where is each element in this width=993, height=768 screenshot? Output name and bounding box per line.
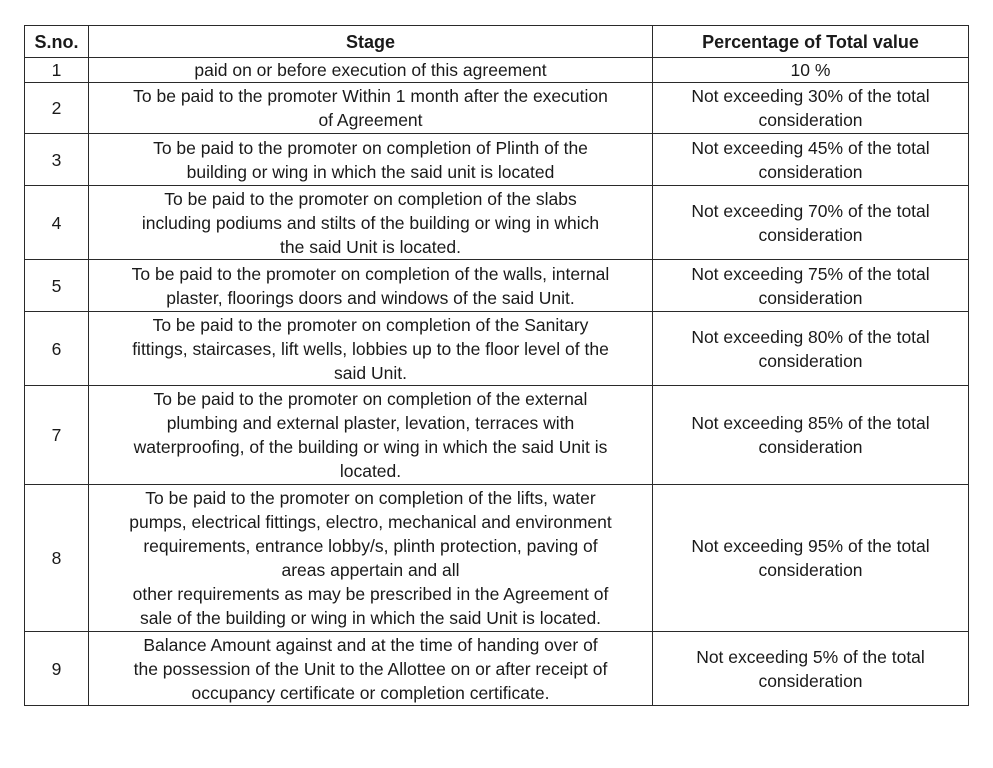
percentage-cell: Not exceeding 45% of the total consideration: [653, 134, 969, 186]
sno-cell: 4: [25, 186, 89, 260]
percentage-cell: Not exceeding 5% of the total consideration: [653, 632, 969, 706]
sno-cell: 1: [25, 58, 89, 83]
stage-cell: To be paid to the promoter Within 1 month after the execution of Agreement: [89, 83, 653, 134]
stage-cell: To be paid to the promoter on completion of the slabs including podiums and stilts of the building or wing in which the said Unit is located.: [89, 186, 653, 260]
stage-cell: To be paid to the promoter on completion of Plinth of the building or wing in which the said unit is located: [89, 134, 653, 186]
stage-cell: To be paid to the promoter on completion of the Sanitary fittings, staircases, lift wells, lobbies up to the floor level of the said Unit.: [89, 312, 653, 386]
table-row: [25, 260, 969, 312]
table-row: [25, 83, 969, 134]
percentage-cell: Not exceeding 30% of the total consideration: [653, 83, 969, 134]
percentage-cell: 10 %: [653, 58, 969, 83]
header-row: [25, 26, 969, 58]
stage-cell: To be paid to the promoter on completion of the walls, internal plaster, floorings doors and windows of the said Unit.: [89, 260, 653, 312]
table-row: [25, 632, 969, 706]
percentage-cell: Not exceeding 75% of the total consideration: [653, 260, 969, 312]
header-percentage: Percentage of Total value: [653, 26, 969, 58]
header-sno: S.no.: [25, 26, 89, 58]
sno-cell: 6: [25, 312, 89, 386]
table-row: [25, 312, 969, 386]
percentage-cell: Not exceeding 85% of the total consideration: [653, 386, 969, 485]
percentage-cell: Not exceeding 95% of the total consideration: [653, 485, 969, 632]
sno-cell: 9: [25, 632, 89, 706]
sno-cell: 2: [25, 83, 89, 134]
table-row: [25, 134, 969, 186]
stage-cell: Balance Amount against and at the time of handing over of the possession of the Unit to the Allottee on or after receipt of occupancy certificate or completion certificate.: [89, 632, 653, 706]
stage-cell: To be paid to the promoter on completion of the external plumbing and external plaster, levation, terraces with waterproofing, of the building or wing in which the said Unit is located.: [89, 386, 653, 485]
table-row: [25, 186, 969, 260]
percentage-cell: Not exceeding 70% of the total consideration: [653, 186, 969, 260]
sno-cell: 7: [25, 386, 89, 485]
sno-cell: 8: [25, 485, 89, 632]
stage-cell: To be paid to the promoter on completion of the lifts, water pumps, electrical fittings, electro, mechanical and environment requirements, entrance lobby/s, plinth protection, paving of areas appertain and all other requirements as may be prescribed in the Agreement of sale of the building or wing in which the said Unit is located.: [89, 485, 653, 632]
table-row: [25, 485, 969, 632]
payment-schedule-table: [24, 25, 969, 706]
table-row: [25, 386, 969, 485]
sno-cell: 3: [25, 134, 89, 186]
sno-cell: 5: [25, 260, 89, 312]
stage-cell: paid on or before execution of this agreement: [89, 58, 653, 83]
header-stage: Stage: [89, 26, 653, 58]
percentage-cell: Not exceeding 80% of the total consideration: [653, 312, 969, 386]
table-row: [25, 58, 969, 83]
